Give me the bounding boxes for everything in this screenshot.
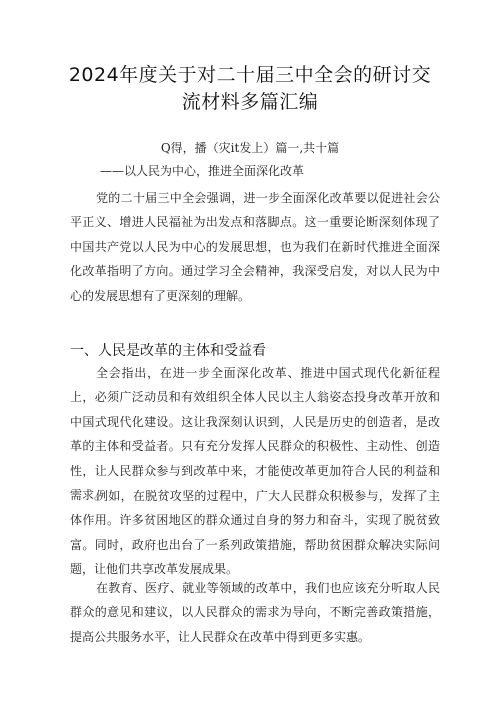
paragraph-section-1-a: 全会指出，在进一步全面深化改革、推进中国式现代化新征程上，必须广泛动员和有效组织全体人民以主人翁姿态投身改革开放和中国式现代化建设。这让我深刻认识到，人民是历史的创造者，是改革的主体和受益者。只有充分发挥人民群众的积极性、主动性、创造性，让人民群众参与到改革中来，才能使改革更加符合人民的利益和需求。 (70, 366, 440, 503)
document-theme: ——以人民为中心，推进全面深化改革 (100, 164, 305, 178)
document-title (40, 62, 460, 116)
document-subtitle: Q得，播（灾it发上）篇一,共十篇 (160, 141, 340, 155)
title-line-1: 2024年度关于对二十届三中全会的研讨交 (68, 64, 432, 86)
title-line-2: 流材料多篇汇编 (181, 91, 319, 113)
paragraph-section-1-c: 在教育、医疗、就业等领域的改革中，我们也应该充分听取人民群众的意见和建议，以人民群众的需求为导向，不断完善政策措施，提高公共服务水平，让人民群众在改革中得到更多实惠。 (70, 581, 440, 644)
paragraph-intro: 党的二十届三中全会强调，进一步全面深化改革要以促进社会公平正义、增进人民福祉为出发点和落脚点。这一重要论断深刻体现了中国共产党以人民为中心的发展思想，也为我们在新时代推进全面深化改革指明了方向。通过学习全会精神，我深受启发，对以人民为中心的发展思想有了更深刻的理解。 (70, 191, 440, 303)
paragraph-section-1-b: 例如，在脱贫攻坚的过程中，广大人民群众积极参与，发挥了主体作用。许多贫困地区的群众通过自身的努力和奋斗，实现了脱贫致富。同时，政府也出台了一系列政策措施，帮助贫困群众解决实际问题，让他们共享改革发展成果。 (70, 489, 440, 577)
section-heading-1: 一、人民是改革的主体和受益看 (70, 343, 266, 359)
